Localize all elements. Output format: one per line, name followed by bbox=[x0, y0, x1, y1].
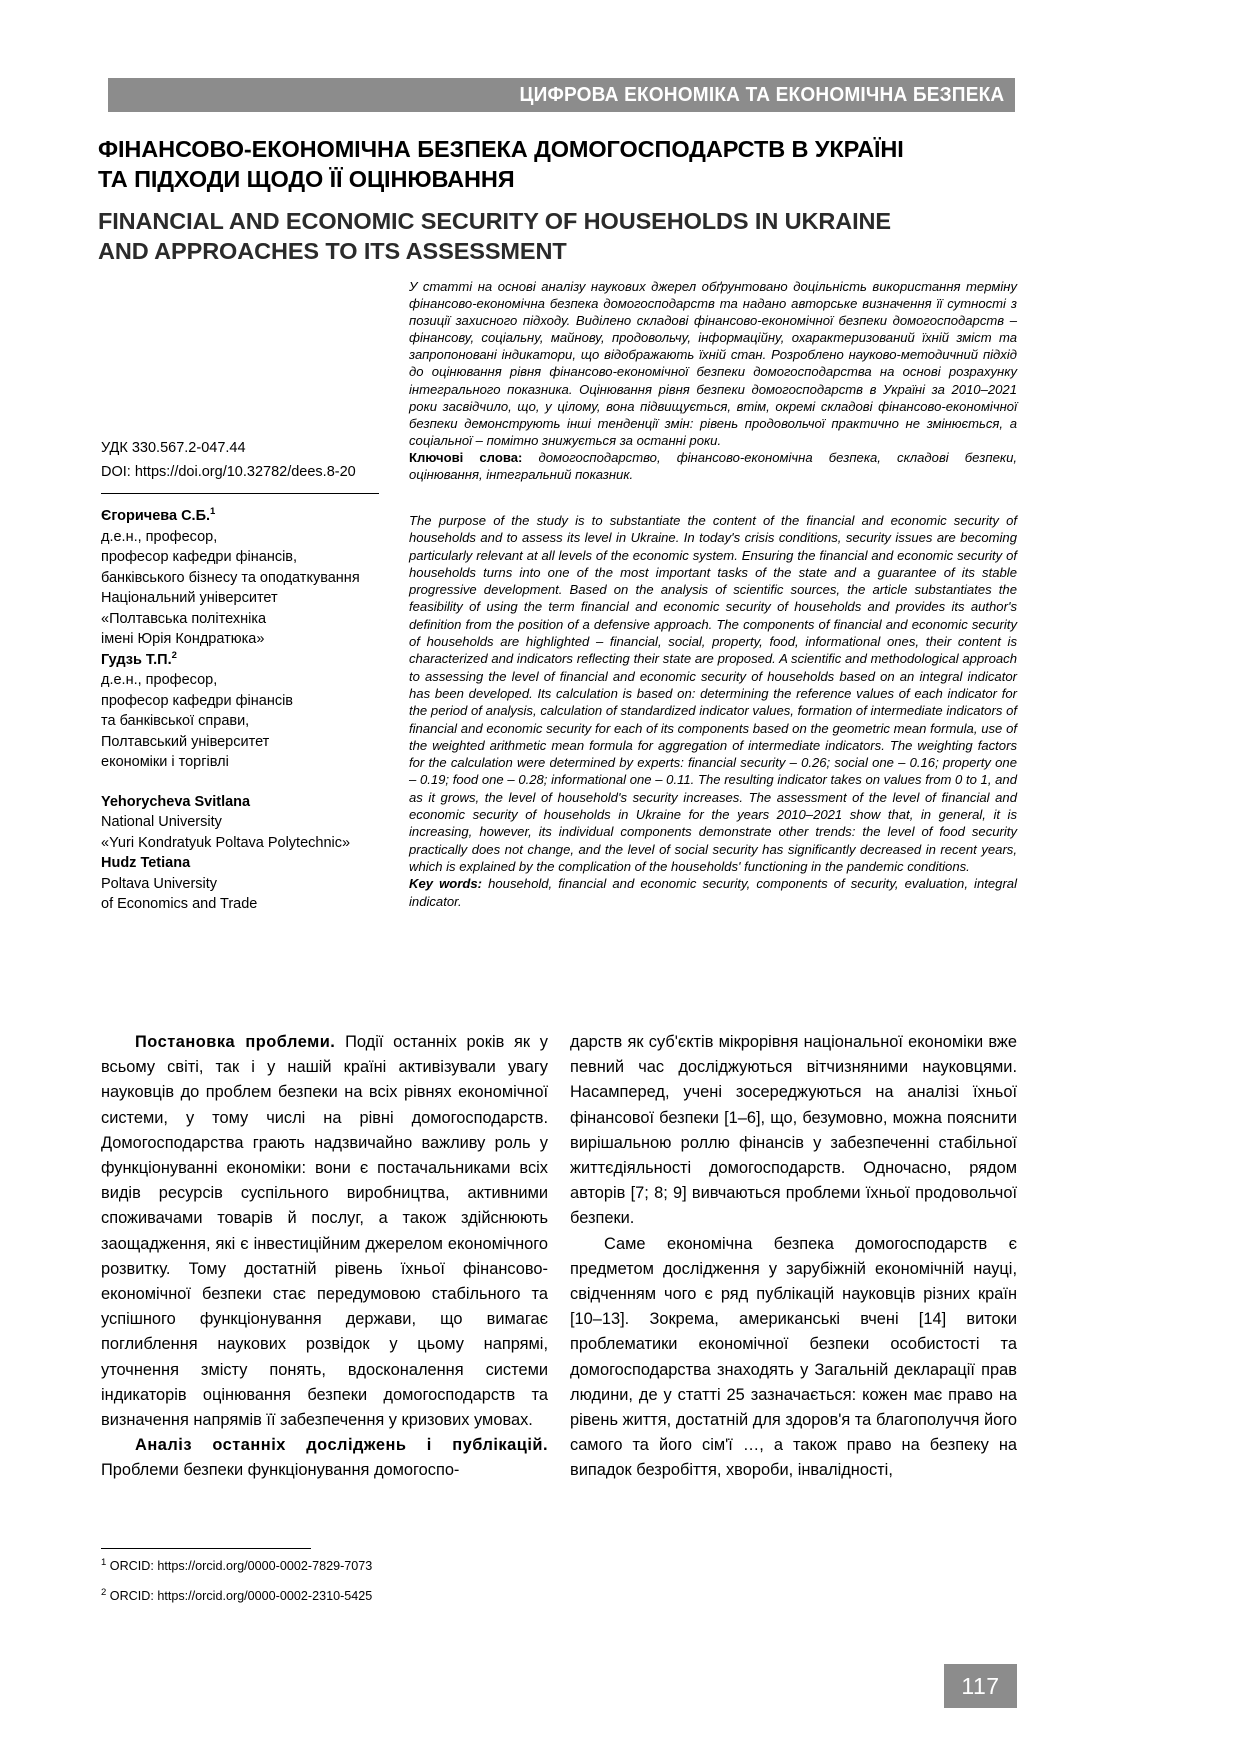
author-name-ua-1 bbox=[101, 506, 391, 527]
author-block-en-1 bbox=[101, 792, 391, 854]
author-name-en-2: Hudz Tetiana bbox=[101, 855, 191, 871]
page-title-english bbox=[98, 206, 1018, 266]
abstract-en-text: The purpose of the study is to substantiate the content of the financial and economic security of households and to assess its level in Ukraine. In today's crisis conditions, security issues are becoming particularly relevant at all levels of the economic system. Ensuring the financial and economic security of households turns into one of the most important tasks of the state and a guarantee of its stable progressive development. Based on the analysis of scientific sources, the article substantiates the feasibility of using the term financial and economic security of households and provides its author's definition from the position of a defensive approach. The components of financial and economic security of households are highlighted – financial, social, property, food, informational ones, their content is characterized and indicators reflecting their state are proposed. A scientific and methodological approach to assessing the level of financial and economic security of households based on an integral indicator has been developed. Its calculation is based on: determining the reference values of each indicator for the period of analysis, calculation of standardized indicator values, formation of intermediate indicators of financial and economic security for each of its components based on the geometric mean formula, use of the weighted arithmetic mean formula for aggregation of intermediate indicators. The weighting factors for the calculation were determined by experts: financial security – 0.26; social one – 0.16; property one – 0.19; food one – 0.28; informational one – 0.11. The resulting indicator takes on values from 0 to 1, and as it grows, the level of household's security increases. The assessment of the level of financial and economic security of households in Ukraine for the years 2010–2021 show that, in general, it is increasing, however, its individual components demonstrate other trends: the level of food security practically does not change, and the level of social security has significantly decreased in recent years, which is explained by the complication of the households' functioning in the pandemic conditions. bbox=[409, 513, 1017, 874]
running-head-text: ЦИФРОВА ЕКОНОМІКА ТА ЕКОНОМІЧНА БЕЗПЕКА bbox=[519, 83, 1004, 106]
body-paragraph-problem-statement bbox=[101, 1030, 548, 1433]
footnote-2-marker: 2 bbox=[101, 1586, 107, 1598]
author-name-ua-2 bbox=[101, 650, 391, 671]
abstract-ukrainian bbox=[409, 278, 1017, 483]
body-paragraph-foreign-research: Саме економічна безпека домогосподарств є предметом дослідження у зарубіжній економічній науці, свідченням чого є ряд публікацій науковців різних країн [10–13]. Зокрема, американські вчені [14] витоки проблематики економічної безпеки особистості та домогосподарства знаходять у Загальній декларації прав людини, де у статті 25 зазначається: кожен має право на рівень життя, достатній для здоров'я та благополуччя його самого та його сім'ї …, а також право на безпеку на випадок безробіття, хвороби, інвалідності, bbox=[570, 1234, 1017, 1480]
metadata-divider bbox=[101, 493, 379, 494]
author-block-ua-2 bbox=[101, 650, 391, 773]
footnotes-section bbox=[101, 1548, 548, 1618]
keywords-english bbox=[409, 875, 1017, 910]
running-head-banner bbox=[108, 78, 1015, 112]
keywords-ua-list: домогосподарство, фінансово-економічна безпека, складові безпеки, оцінювання, інтегральний показник. bbox=[409, 449, 1017, 483]
run-in-heading-literature-review: Аналіз останніх досліджень і публікацій. bbox=[135, 1436, 548, 1455]
keywords-en-list: household, financial and economic security, components of security, evaluation, integral indicator. bbox=[409, 876, 1017, 909]
author-en-1-line-1: National University bbox=[101, 814, 222, 830]
page-number-text: 117 bbox=[961, 1672, 1000, 1699]
body-paragraph-problem-statement-text: Події останніх років як у всьому світі, так і у нашій країні активізували увагу науковців до проблем безпеки на всіх рівнях економічної системи, у тому числі на рівні домогосподарств. Домогосподарства грають надзвичайно важливу роль у функціонуванні економіки: вони є постачальниками всіх видів ресурсів суспільного виробництва, активними споживачами товарів й послуг, а також здійснюють заощадження, які є інвестиційним джерелом економічного розвитку. Тому достатній рівень їхньої фінансово-економічної безпеки стає передумовою стабільного та успішного функціонування держави, що вимагає поглиблення наукових розвідок у цьому напрямі, уточнення змісту понять, вдосконалення системи індикаторів оцінювання безпеки домогосподарств та визначення напрямів її забезпечення у кризових умовах. bbox=[101, 1033, 549, 1430]
body-paragraph-literature-review-text: Проблеми безпеки функціонування домогоспо- bbox=[101, 1461, 460, 1480]
author-ua-2-line-5: економіки і торгівлі bbox=[101, 754, 229, 770]
author-footnote-marker-1: 1 bbox=[210, 506, 216, 518]
keywords-en-label: Key words: bbox=[409, 876, 483, 892]
body-column-right bbox=[570, 1030, 1017, 1484]
body-paragraph-continuation: дарств як суб'єктів мікрорівня національної економіки вже певний час досліджуються вітчизняними науковцями. Насамперед, учені зосереджуються на аналізі їхньої фінансової безпеки [1–6], що, безумовно, можна пояснити вирішальною роллю фінансів у забезпеченні стабільної життєдіяльності домогосподарств. Одночасно, рядом авторів [7; 8; 9] вивчаються проблеми їхньої продовольчої безпеки. bbox=[570, 1033, 1017, 1228]
author-ua-1-line-1: д.е.н., професор, bbox=[101, 528, 218, 545]
run-in-heading-problem-statement: Постановка проблеми. bbox=[135, 1033, 336, 1051]
title-en-line-1: FINANCIAL AND ECONOMIC SECURITY OF HOUSEHOLDS IN UKRAINE bbox=[98, 207, 891, 234]
footnote-2-text[interactable]: ORCID: https://orcid.org/0000-0002-2310-5425 bbox=[106, 1589, 373, 1603]
body-paragraph-literature-review bbox=[101, 1433, 548, 1483]
abstract-ua-text: У статті на основі аналізу наукових джерел обґрунтовано доцільність використання терміну фінансово-економічна безпека домогосподарств та надано авторське визначення її сутності з позиції захисного підходу. Виділено складові фінансово-економічної безпеки домогосподарств – фінансову, соціальну, майнову, продовольчу, інформаційну, охарактеризований їхній зміст та запропоновані індикатори, що відображають їхній стан. Розроблено науково-методичний підхід до оцінювання рівня фінансово-економічної безпеки домогосподарства на основі розрахунку інтегрального показника. Оцінювання рівня безпеки домогосподарств в Україні за 2010–2021 роки засвідчило, що, у цілому, вона підвищується, втім, окремі складові фінансово-економічної безпеки демонструють інші тенденції змін: рівень продовольчої практично не змінюється, а соціальної – помітно знижується за останні роки. bbox=[409, 279, 1017, 448]
author-ua-1-line-5: «Полтавська політехніка bbox=[101, 610, 267, 627]
author-en-2-line-1: Poltava University bbox=[101, 875, 218, 892]
footnote-1-text[interactable]: ORCID: https://orcid.org/0000-0002-7829-7073 bbox=[106, 1559, 373, 1573]
author-ua-2-line-3: та банківської справи, bbox=[101, 713, 250, 729]
keywords-ua-label: Ключові слова: bbox=[409, 449, 523, 465]
doi-line[interactable]: DOI: https://doi.org/10.32782/dees.8-20 bbox=[101, 463, 356, 480]
author-ua-2-line-1: д.е.н., професор, bbox=[101, 672, 218, 688]
page-title-ukrainian bbox=[98, 134, 1018, 194]
author-ua-1-line-4: Національний університет bbox=[101, 590, 278, 606]
title-en-line-2: AND APPROACHES TO ITS ASSESSMENT bbox=[98, 237, 567, 264]
article-metadata bbox=[101, 438, 391, 915]
metadata-spacer bbox=[101, 773, 391, 792]
author-ua-2-line-2: професор кафедри фінансів bbox=[101, 692, 294, 709]
udc-code: УДК 330.567.2-047.44 bbox=[101, 440, 246, 456]
abstract-english bbox=[409, 512, 1017, 910]
author-ua-2-line-4: Полтавський університет bbox=[101, 733, 270, 750]
author-name-ua-2-text: Гудзь Т.П. bbox=[101, 651, 172, 668]
author-en-1-line-2: «Yuri Kondratyuk Poltava Polytechnic» bbox=[101, 834, 351, 851]
author-name-en-1: Yehorycheva Svitlana bbox=[101, 793, 251, 810]
footnote-1-marker: 1 bbox=[101, 1556, 107, 1568]
author-ua-1-line-2: професор кафедри фінансів, bbox=[101, 549, 298, 565]
author-ua-1-line-3: банківського бізнесу та оподаткування bbox=[101, 569, 360, 586]
footnote-2 bbox=[101, 1588, 548, 1605]
title-ua-line-2: ТА ПІДХОДИ ЩОДО ЇЇ ОЦІНЮВАННЯ bbox=[98, 165, 515, 192]
author-footnote-marker-2: 2 bbox=[171, 649, 177, 661]
author-block-en-2 bbox=[101, 853, 391, 915]
footnote-divider bbox=[101, 1548, 311, 1549]
title-ua-line-1: ФІНАНСОВО-ЕКОНОМІЧНА БЕЗПЕКА ДОМОГОСПОДАРСТВ В УКРАЇНІ bbox=[98, 135, 904, 162]
footnote-1 bbox=[101, 1558, 548, 1575]
body-column-left bbox=[101, 1030, 548, 1484]
keywords-ukrainian bbox=[409, 449, 1017, 483]
page-number-badge bbox=[944, 1664, 1017, 1708]
author-name-ua-1-text: Єгоричева С.Б. bbox=[101, 508, 211, 524]
author-block-ua-1 bbox=[101, 506, 391, 650]
author-en-2-line-2: of Economics and Trade bbox=[101, 896, 258, 912]
author-ua-1-line-6: імені Юрія Кондратюка» bbox=[101, 631, 265, 647]
